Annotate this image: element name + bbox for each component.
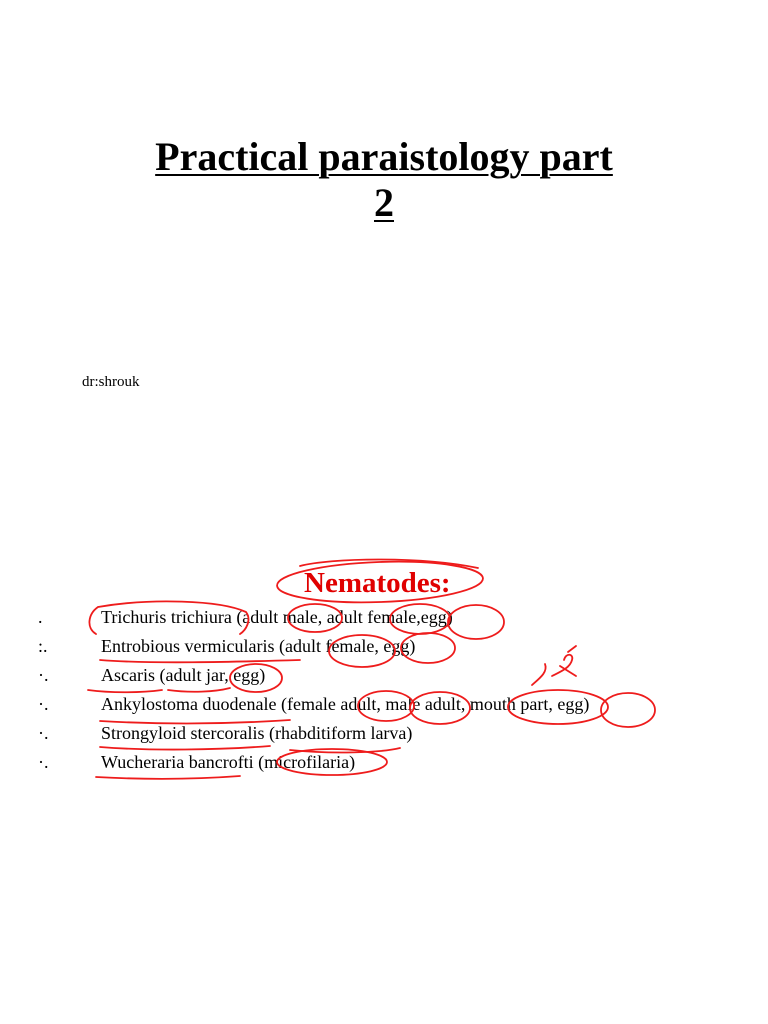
- arabic-note-mark: [532, 646, 576, 685]
- list-item-number: ·.: [38, 723, 49, 743]
- list-item-number: ·.: [38, 752, 49, 772]
- list-item-number: ·.: [38, 694, 49, 714]
- list-item-number: :.: [38, 636, 48, 656]
- list-item-text: Wucheraria bancrofti (microfilaria): [101, 752, 356, 772]
- list-item-text: Ankylostoma duodenale (female adult, male adult, mouth part, egg): [101, 694, 590, 714]
- document-title-line2: 2: [374, 180, 394, 225]
- list-item-text: Strongyloid stercoralis (rhabditiform larva): [101, 723, 413, 743]
- ankylostoma-egg-circle-mark: [601, 693, 655, 727]
- section-heading-nematodes: Nematodes:: [304, 567, 451, 599]
- document-title-line1: Practical paraistology part: [155, 134, 613, 179]
- list-item-number: ·.: [38, 665, 49, 685]
- trichuris-egg-circle-mark: [448, 605, 504, 639]
- list-item-text: Entrobious vermicularis (adult female, egg): [101, 636, 416, 656]
- list-item-text: Trichuris trichiura (adult male, adult female,egg): [101, 607, 453, 627]
- author-name: dr:shrouk: [82, 374, 140, 390]
- list-item-text: Ascaris (adult jar, egg): [101, 665, 266, 685]
- list-item-number: .: [38, 607, 43, 627]
